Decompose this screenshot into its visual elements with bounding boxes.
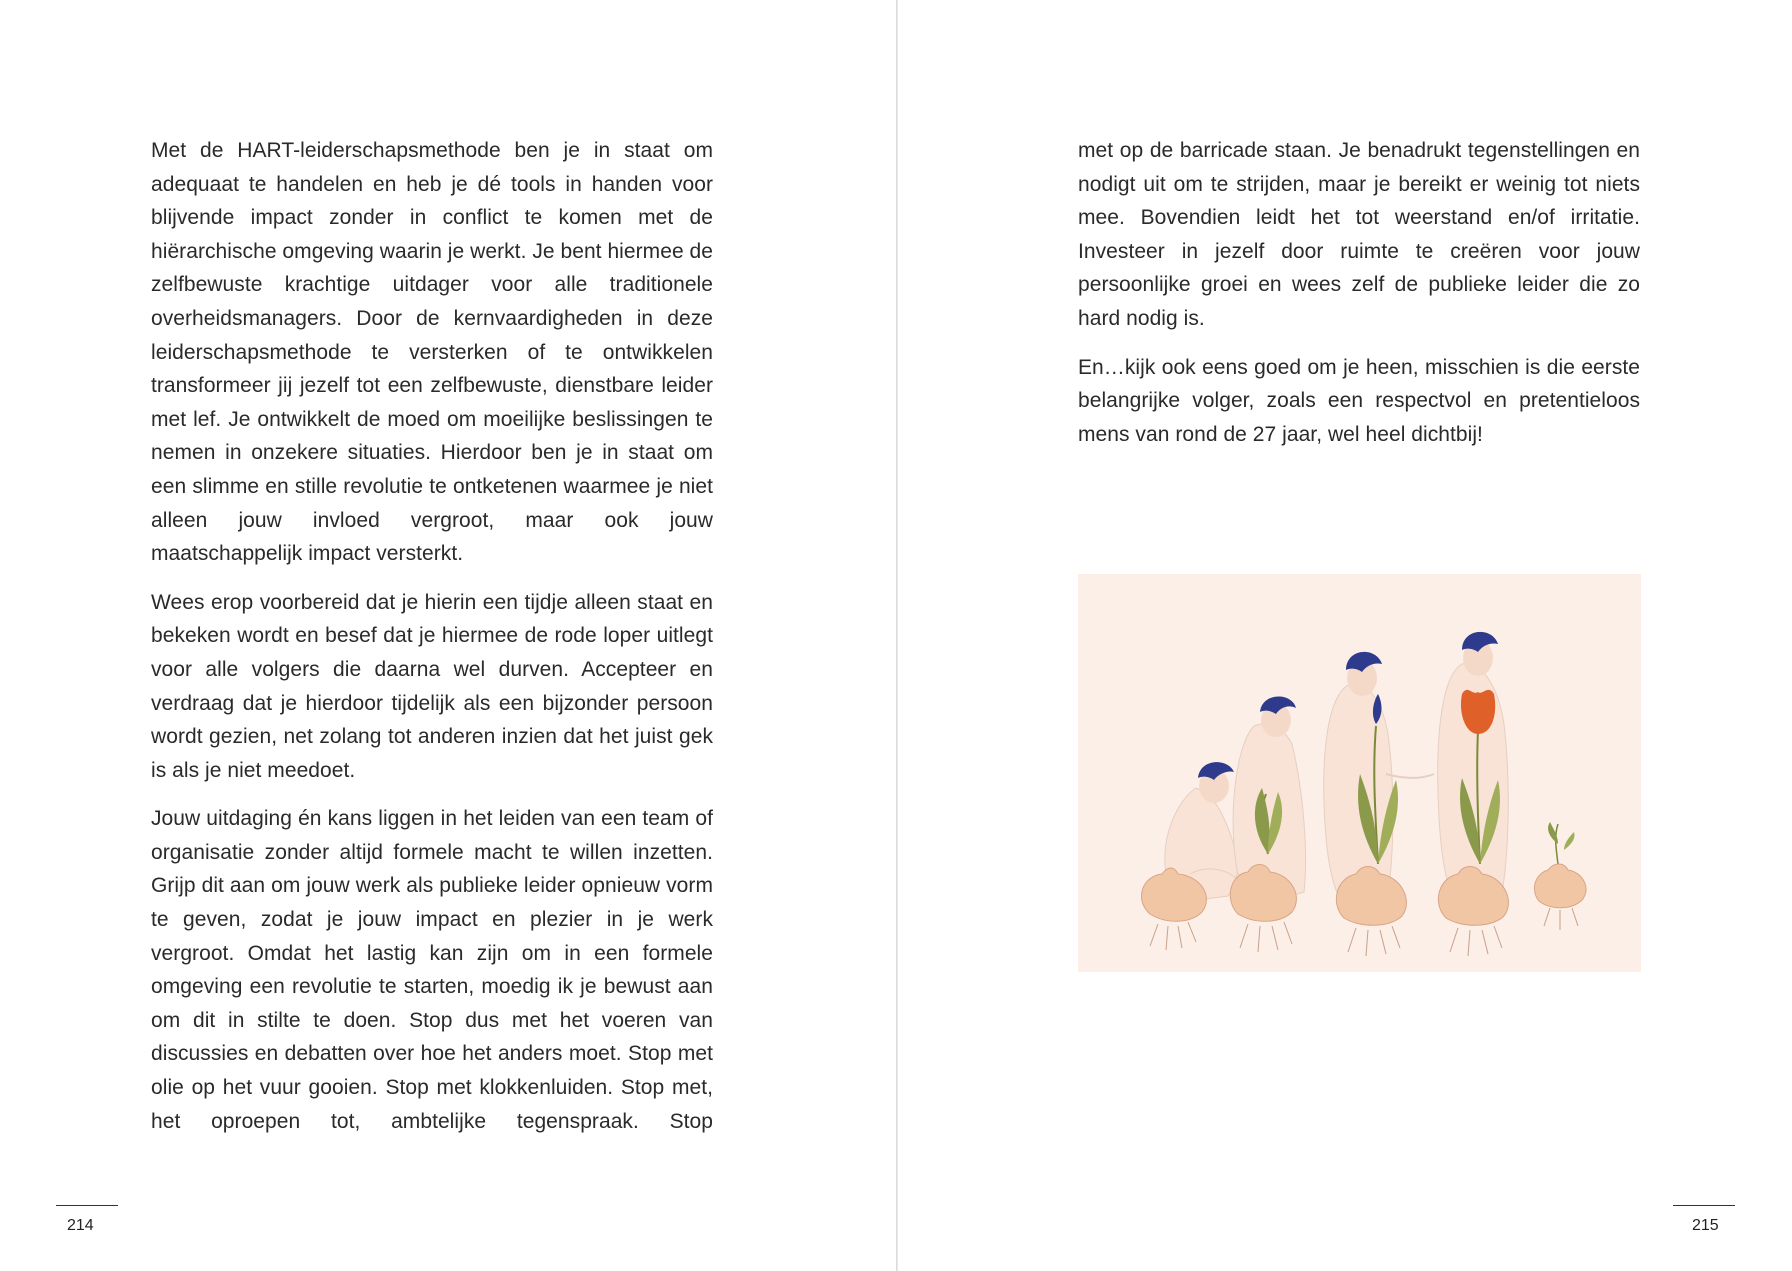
right-paragraph-1: met op de barricade staan. Je benadrukt tegenstellingen en nodigt uit om te strijden, maar je bereikt er weinig tot niets mee. Bovendien leidt het tot weerstand en/of irritatie. Investeer in jezelf door ruimte te creëren voor jouw persoonlijke groei en wees zelf de publieke leider die zo hard nodig is. [1078, 139, 1640, 330]
left-text-column [151, 134, 713, 1153]
illustration-svg [1078, 574, 1641, 972]
right-folio-rule [1673, 1205, 1735, 1206]
right-paragraph-2: En…kijk ook eens goed om je heen, misschien is die eerste belangrijke volger, zoals een respectvol en pretentieloos mens van rond de 27 jaar, wel heel dichtbij! [1078, 355, 1640, 446]
sprouting-bulb [1534, 822, 1586, 930]
left-page-number: 214 [67, 1217, 94, 1234]
left-paragraph-2: Wees erop voorbereid dat je hierin een tijdje alleen staat en bekeken wordt en besef dat je hiermee de rode loper uitlegt voor alle volgers die daarna wel durven. Accepteer en verdraag dat je hierdoor tijdelijk als een bijzonder persoon wordt gezien, net zolang tot anderen inzien dat het juist gek is als je niet meedoet. [151, 590, 713, 782]
left-paragraph-1: Met de HART-leiderschapsmethode ben je in staat om adequaat te handelen en heb je dé tools in handen voor blijvende impact zonder in conflict te komen met de hiërarchische omgeving waarin je werkt. Je bent hiermee de zelfbewuste krachtige uitdager voor alle traditionele overheidsmanagers. Door de kernvaardigheden in deze leiderschapsmethode te versterken of te ontwikkelen transformeer jij jezelf tot een zelfbewuste, dienstbare leider met lef. Je ontwikkelt de moed om moeilijke beslissingen te nemen in onzekere situaties. Hierdoor ben je in staat om een slimme en stille revolutie te ontketenen waarmee je niet alleen jouw invloed vergroot, maar ook jouw maatschappelijk impact versterkt. [151, 139, 714, 566]
right-text-column [1078, 134, 1640, 466]
right-page-number: 215 [1692, 1217, 1719, 1234]
left-paragraph-3: Jouw uitdaging én kans liggen in het leiden van een team of organisatie zonder altijd formele macht te willen inzetten. Grijp dit aan om jouw werk als publieke leider opnieuw vorm te geven, zodat je jouw impact en plezier in je werk vergroot. Omdat het lastig kan zijn om in een formele omgeving een revolutie te starten, moedig ik je bewust aan om dit in stilte te doen. Stop dus met het voeren van discussies en debatten over hoe het anders moet. Stop met olie op het vuur gooien. Stop met klokkenluiden. Stop met, het oproepen tot, ambtelijke tegenspraak. Stop [151, 807, 713, 1133]
left-folio-rule [56, 1205, 118, 1206]
bulb-growth-illustration [1078, 574, 1641, 972]
right-page [898, 0, 1792, 1271]
